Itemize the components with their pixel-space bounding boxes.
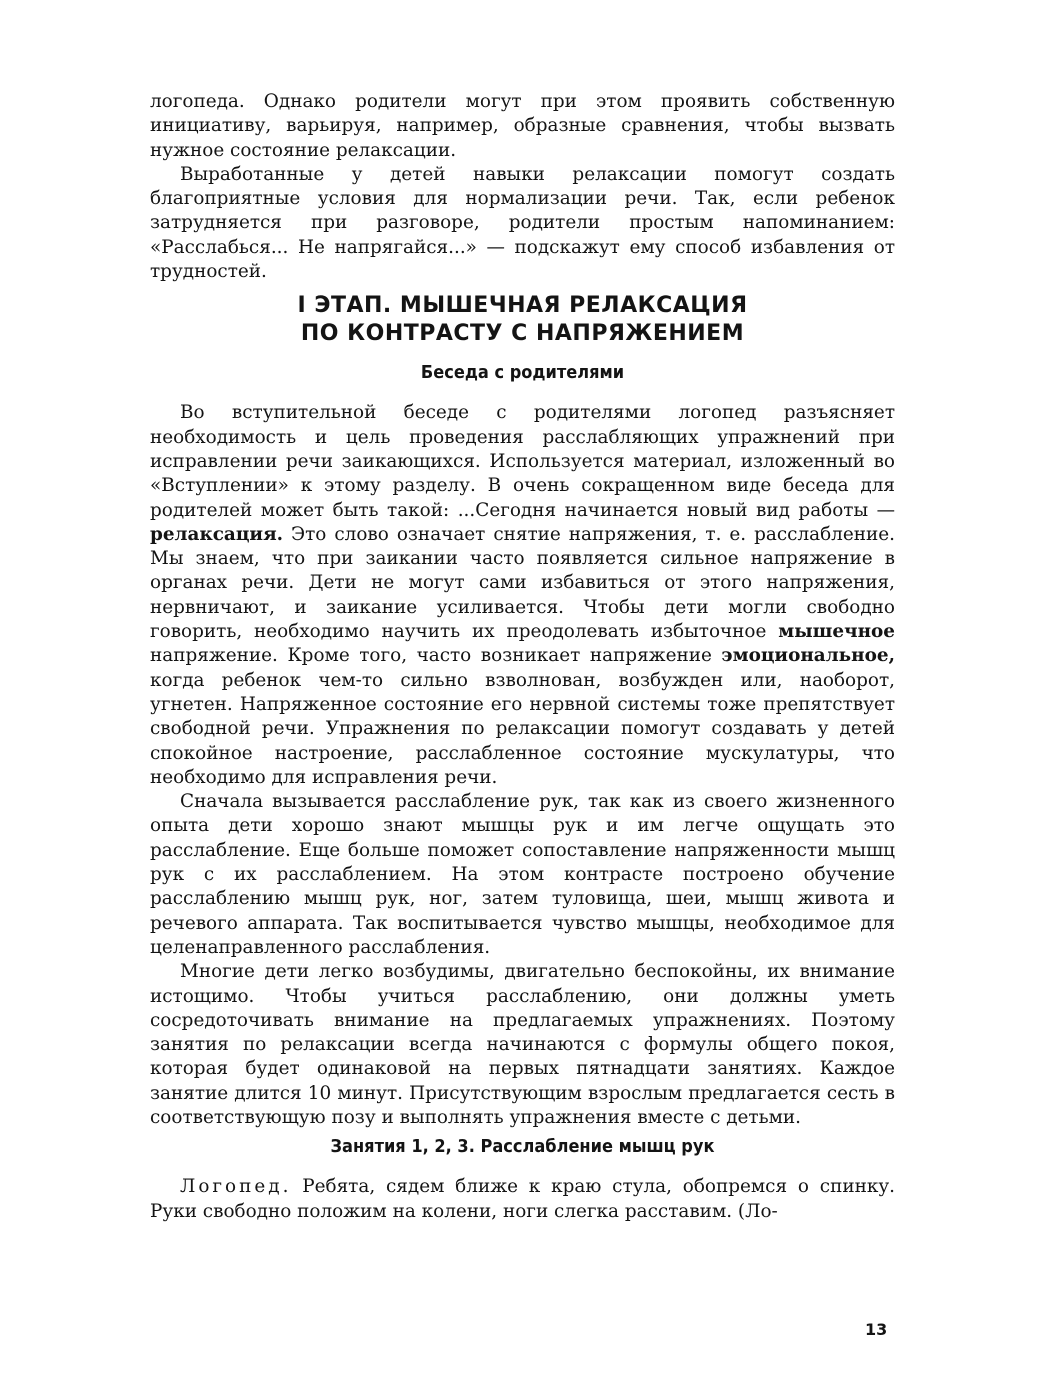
text-run: Это слово означает снятие напряжения, т. е. расслабление. Мы знаем, что при заикании часто появляется сильное напряжение в органах речи. Дети не могут сами избавиться от этого напряжения, нервничают, и заикание усиливается. Чтобы дети могли свободно говорить, необходимо научить их преодолевать избыточное bbox=[150, 523, 895, 643]
page-content bbox=[150, 90, 895, 1224]
stage-title-line-1: I ЭТАП. МЫШЕЧНАЯ РЕЛАКСАЦИЯ bbox=[297, 293, 748, 319]
text-run: когда ребенок чем-то сильно взволнован, возбужден или, наоборот, угнетен. Напряженное состояние его нервной системы тоже препятствует свободной речи. Упражнения по релаксации помогут создавать у детей спокойное настроение, расслабленное состояние мускулатуры, что необходимо для исправления речи. bbox=[150, 669, 895, 788]
parents-section-heading: Беседа с родителями bbox=[420, 362, 625, 384]
parents-paragraph-3: Многие дети легко возбудимы, двигательно беспокойны, их внимание истощимо. Чтобы учиться расслаблению, они должны уметь сосредоточивать внимание на предлагаемых упражнениях. Поэтому занятия по релаксации всегда начинаются с формулы общего покоя, которая будет одинаковой на первых пятнадцати занятиях. Каждое занятие длится 10 минут. Присутствующим взрослым предлагается сесть в соответствующую позу и выполнять упражнения вместе с детьми. bbox=[150, 961, 895, 1128]
text-run: напряжение. Кроме того, часто возникает напряжение bbox=[150, 645, 722, 667]
page-number: 13 bbox=[865, 1320, 888, 1339]
bold-term-muscular: мышечное bbox=[778, 621, 895, 643]
lesson-section-heading: Занятия 1, 2, 3. Расслабление мышц рук bbox=[330, 1136, 715, 1158]
stage-title bbox=[150, 292, 895, 348]
speaker-label: Логопед. bbox=[180, 1176, 292, 1198]
parents-paragraph-2: Сначала вызывается расслабление рук, так как из своего жизненного опыта дети хорошо знают мышцы рук и им легче ощущать это расслабление. Еще больше поможет сопоставление напряженности мышц рук с их расслаблением. На этом контрасте построено обучение расслаблению мышц рук, ног, затем туловища, шеи, мышц живота и речевого аппарата. Так воспитывается чувство мышцы, необходимое для целенаправленного расслабления. bbox=[150, 791, 895, 958]
bold-term-relaxation: релаксация. bbox=[150, 523, 284, 545]
intro-paragraph-2: Выработанные у детей навыки релаксации помогут создать благоприятные условия для нормализации речи. Так, если ребенок затрудняется при разговоре, родители простым напоминанием: «Расслабься... Не напрягайся...» — подскажут ему способ избавления от трудностей. bbox=[150, 163, 895, 283]
stage-title-line-2: ПО КОНТРАСТУ С НАПРЯЖЕНИЕМ bbox=[300, 321, 745, 347]
parents-paragraph-1 bbox=[150, 401, 895, 790]
lesson-paragraph bbox=[150, 1175, 895, 1224]
intro-paragraph-1: логопеда. Однако родители могут при этом проявить собственную инициативу, варьируя, например, образные сравнения, чтобы вызвать нужное состояние релаксации. bbox=[150, 91, 895, 161]
text-run: Ребята, сядем ближе к краю стула, обопремся о спинку. Руки свободно положим на колени, ноги слегка расставим. (Ло- bbox=[150, 1176, 895, 1222]
text-run: Во вступительной беседе с родителями логопед разъясняет необходимость и цель проведения расслабляющих упражнений при исправлении речи заикающихся. Используется материал, изложенный во «Вступлении» к этому разделу. В очень сокращенном виде беседа для родителей может быть такой: ...Сегодня начинается новый вид работы — bbox=[150, 402, 895, 521]
bold-term-emotional: эмоциональное, bbox=[721, 645, 895, 667]
